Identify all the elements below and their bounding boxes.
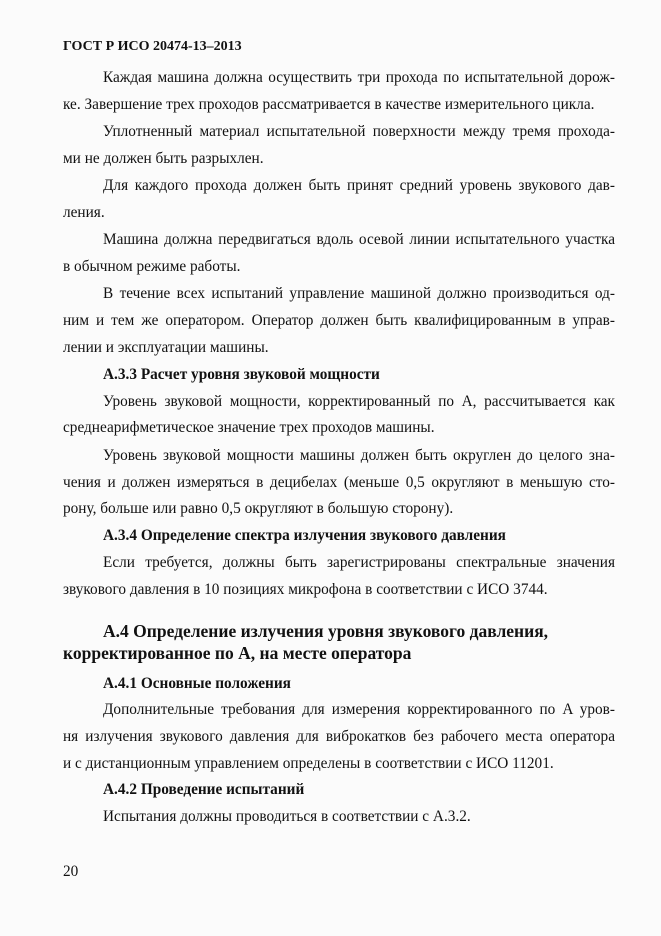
paragraph-line: Испытания должны проводиться в соответствии с А.3.2. [103,808,471,825]
paragraph-line: рону, больше или равно 0,5 округляют в большую сторону). [63,500,454,517]
paragraph-line: Для каждого прохода должен быть принят средний уровень звукового дав- [103,177,615,194]
paragraph-line: Каждая машина должна осуществить три прохода по испытательной дорож- [103,69,615,86]
section-heading: А.3.4 Определение спектра излучения звукового давления [103,527,506,544]
paragraph-line: и с дистанционным управлением определены в соответствии с ИСО 11201. [63,755,554,772]
paragraph-line: ня излучения звукового давления для виброкатков без рабочего места оператора [63,728,615,745]
paragraph-line: ке. Завершение трех проходов рассматривается в качестве измерительного цикла. [63,96,595,113]
paragraph-line: в обычном режиме работы. [63,258,241,275]
document-header: ГОСТ Р ИСО 20474-13–2013 [63,39,242,54]
section-heading: А.4.2 Проведение испытаний [103,781,305,798]
paragraph-line: Уровень звуковой мощности, корректированный по A, рассчитывается как [103,393,615,410]
paragraph-line: среднеарифметическое значение трех проходов машины. [63,419,435,436]
paragraph-line: Если требуется, должны быть зарегистрированы спектральные значения [103,554,615,571]
paragraph-line: В течение всех испытаний управление машиной должно производиться од- [103,285,615,302]
paragraph-line: чения и должен измеряться в децибелах (меньше 0,5 округляют в меньшую сто- [63,474,615,491]
paragraph-line: ления. [63,204,105,221]
paragraph-line: Уровень звуковой мощности машины должен быть округлен до целого зна- [103,447,615,464]
section-heading: А.3.3 Расчет уровня звуковой мощности [103,366,380,383]
paragraph-line: звукового давления в 10 позициях микрофона в соответствии с ИСО 3744. [63,581,548,598]
chapter-heading: А.4 Определение излучения уровня звукового давления, [103,621,549,641]
paragraph-line: ним и тем же оператором. Оператор должен быть квалифицированным в управ- [63,312,615,329]
paragraph-line: ми не должен быть разрыхлен. [63,150,264,167]
paragraph-line: Машина должна передвигаться вдоль осевой линии испытательного участка [103,231,615,248]
page-number: 20 [63,863,79,880]
chapter-heading: корректированное по A, на месте оператора [63,643,412,663]
paragraph-line: лении и эксплуатации машины. [63,339,269,356]
paragraph-line: Дополнительные требования для измерения корректированного по A уров- [103,701,615,718]
paragraph-line: Уплотненный материал испытательной поверхности между тремя прохода- [103,123,615,140]
section-heading: А.4.1 Основные положения [103,675,291,692]
